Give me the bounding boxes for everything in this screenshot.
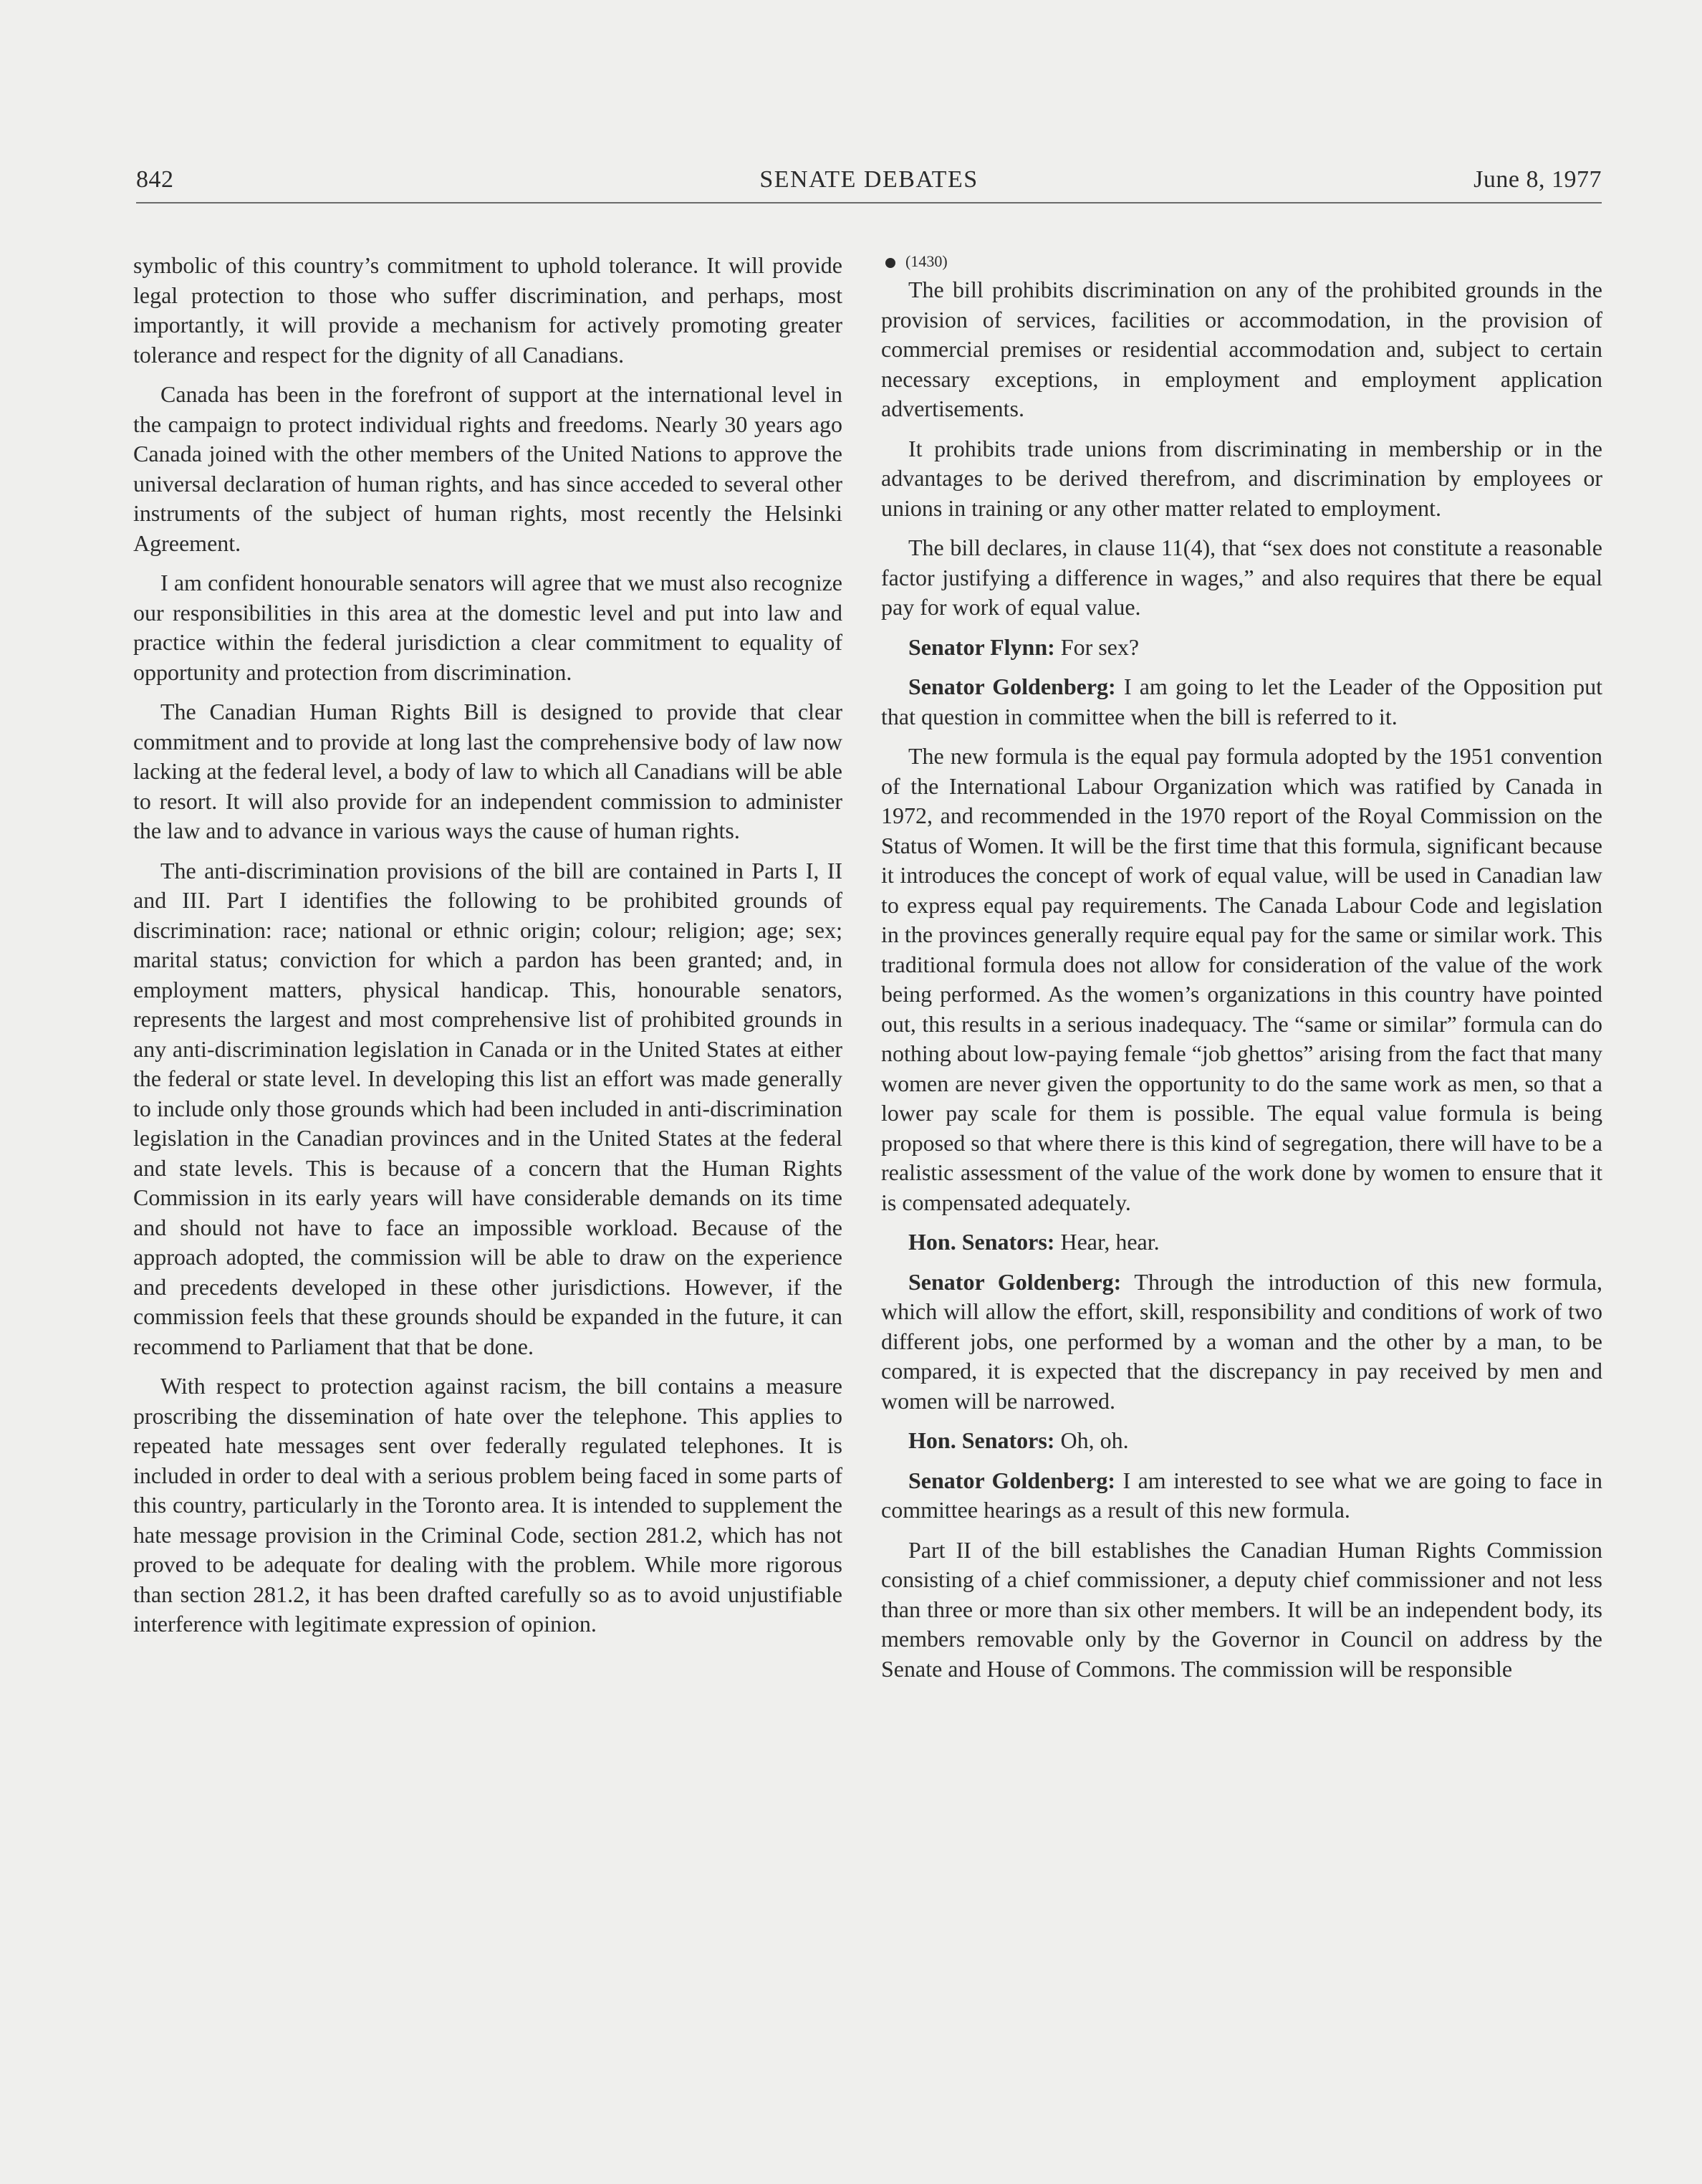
paragraph: symbolic of this country’s commitment to uphold tolerance. It will provide legal protection to those who suffer discrimination, and perhaps, most importantly, it will provide a mechanism for actively promoting greater tolerance and respect for the dignity of all Canadians.: [133, 252, 842, 368]
speaker-label: Hon. Senators:: [908, 1427, 1055, 1453]
speaker-label: Senator Goldenberg:: [908, 674, 1116, 699]
paragraph: The Canadian Human Rights Bill is designed to provide that clear commitment and to provide at long last the comprehensive body of law now lacking at the federal level, a body of law to which all Canadians will be able to resort. It will also provide for an independent commission to administer the law and to advance in various ways the cause of human rights.: [133, 699, 842, 843]
time-marker-label: (1430): [905, 252, 948, 270]
publication-date: June 8, 1977: [1473, 166, 1602, 193]
bullet-icon: [885, 258, 895, 268]
paragraph: [881, 1227, 1602, 1258]
paragraph-text: Hear, hear.: [1060, 1229, 1160, 1255]
left-column: [133, 251, 842, 1649]
paragraph: [881, 633, 1602, 663]
paragraph: [881, 1426, 1602, 1456]
paragraph-text: I am interested to see what we are going to face in committee hearings as a result of this new formula.: [881, 1467, 1603, 1523]
paragraph: [881, 533, 1602, 623]
page-header: [136, 161, 1602, 203]
speaker-label: Senator Goldenberg:: [908, 1467, 1115, 1493]
paragraph: With respect to protection against racism, the bill contains a measure proscribing the dissemination of hate over the telephone. This applies to repeated hate messages sent over federally regulated telephones. It is included in order to deal with a serious problem being faced in some parts of this country, particularly in the Toronto area. It is intended to supplement the hate message provision in the Criminal Code, section 281.2, which has not proved to be adequate for dealing with the problem. While more rigorous than section 281.2, it has been drafted carefully so as to avoid unjustifiable interference with legitimate expression of opinion.: [133, 1373, 842, 1637]
paragraph: [881, 672, 1602, 732]
publication-title: SENATE DEBATES: [759, 166, 979, 193]
paragraph-text: Through the introduction of this new formula, which will allow the effort, skill, responsibility and conditions of work of two different jobs, one performed by a woman and the other by a man, to be compared, it is expected that the discrepancy in pay received by men and women will be narrowed.: [881, 1268, 1603, 1414]
right-column: [881, 251, 1602, 1694]
paragraph: [881, 742, 1602, 1217]
page-number: 842: [136, 166, 174, 193]
paragraph-text: For sex?: [1060, 633, 1140, 660]
paragraph: [881, 275, 1602, 424]
paragraph-text: The bill declares, in clause 11(4), that “sex does not constitute a reasonable factor justifying a difference in wages,” and also requires that there be equal pay for work of equal value.: [881, 535, 1602, 620]
paragraph: The anti-discrimination provisions of the bill are contained in Parts I, II and III. Part I identifies the following to be prohibited grounds of discrimination: race; national or ethnic origin; colour; religion; age; sex; marital status; conviction for which a pardon has been granted; and, in employment matters, physical handicap. This, honourable senators, represents the largest and most comprehensive list of prohibited grounds in any anti-discrimination legislation in Canada or in the United States at either the federal or state level. In developing this list an effort was made generally to include only those grounds which had been included in anti-discrimination legislation in the Canadian provinces and in the United States at the federal and state levels. This is because of a concern that the Human Rights Commission in its early years will have considerable demands on its time and should not have to face an impossible workload. Because of the approach adopted, the commission will be able to draw on the experience and precedents developed in these other jurisdictions. However, if the commission feels that these grounds should be expanded in the future, it can recommend to Parliament that that be done.: [133, 857, 843, 1359]
paragraph-text: Oh, oh.: [1060, 1427, 1129, 1453]
speaker-label: Hon. Senators:: [908, 1229, 1055, 1255]
paragraph-text: The new formula is the equal pay formula adopted by the 1951 convention of the International Labour Organization which was ratified by Canada in 1972, and recommended in the 1970 report of the Royal Commission on the Status of Women. It will be the first time that this formula, significant because it introduces the concept of work of equal value, will be used in Canadian law to express equal pay requirements. The Canada Labour Code and legislation in the provinces generally require equal pay for the same or similar work. This traditional formula does not allow for consideration of the value of the work being performed. As the women’s organizations in this country have pointed out, this results in a serious inadequacy. The “same or similar” formula can do nothing about low-paying female “job ghettos” arising from the fact that many women are never given the opportunity to do the same work as men, so that a lower pay scale for them is possible. The equal value formula is being proposed so that where there is this kind of segregation, there will have to be a realistic assessment of the value of the work done by women to ensure that it is compensated adequately.: [881, 743, 1602, 1215]
speaker-label: Senator Flynn:: [908, 633, 1055, 660]
paragraph-text: Part II of the bill establishes the Canadian Human Rights Commission consisting of a chief commissioner, a deputy chief commissioner and not less than three or more than six other members. It will be an independent body, its members removable only by the Governor in Council on address by the Senate and House of Commons. The commission will be responsible: [881, 1536, 1602, 1682]
paragraph-text: It prohibits trade unions from discriminating in membership or in the advantages to be derived therefrom, and discrimination by employees or unions in training or any other matter related to employment.: [881, 435, 1602, 521]
paragraph: [881, 1536, 1602, 1685]
speaker-label: Senator Goldenberg:: [908, 1268, 1122, 1295]
paragraph: Canada has been in the forefront of support at the international level in the campaign to protect individual rights and freedoms. Nearly 30 years ago Canada joined with the other members of the United Nations to approve the universal declaration of human rights, and has since acceded to several other instruments of the subject of human rights, most recently the Helsinki Agreement.: [133, 381, 842, 556]
time-marker: [885, 251, 1602, 272]
paragraph: [881, 1268, 1602, 1417]
paragraph-text: I am going to let the Leader of the Opposition put that question in committee when the bill is referred to it.: [881, 674, 1603, 729]
paragraph: I am confident honourable senators will agree that we must also recognize our responsibilities in this area at the domestic level and put into law and practice within the federal jurisdiction a clear commitment to equality of opportunity and protection from discrimination.: [133, 570, 842, 685]
paragraph-text: The bill prohibits discrimination on any of the prohibited grounds in the provision of services, facilities or accommodation, in the provision of commercial premises or residential accommodation and, subject to certain necessary exceptions, in employment and employment application advertisements.: [881, 277, 1602, 421]
paragraph: [881, 1466, 1602, 1526]
paragraph: [881, 434, 1602, 524]
